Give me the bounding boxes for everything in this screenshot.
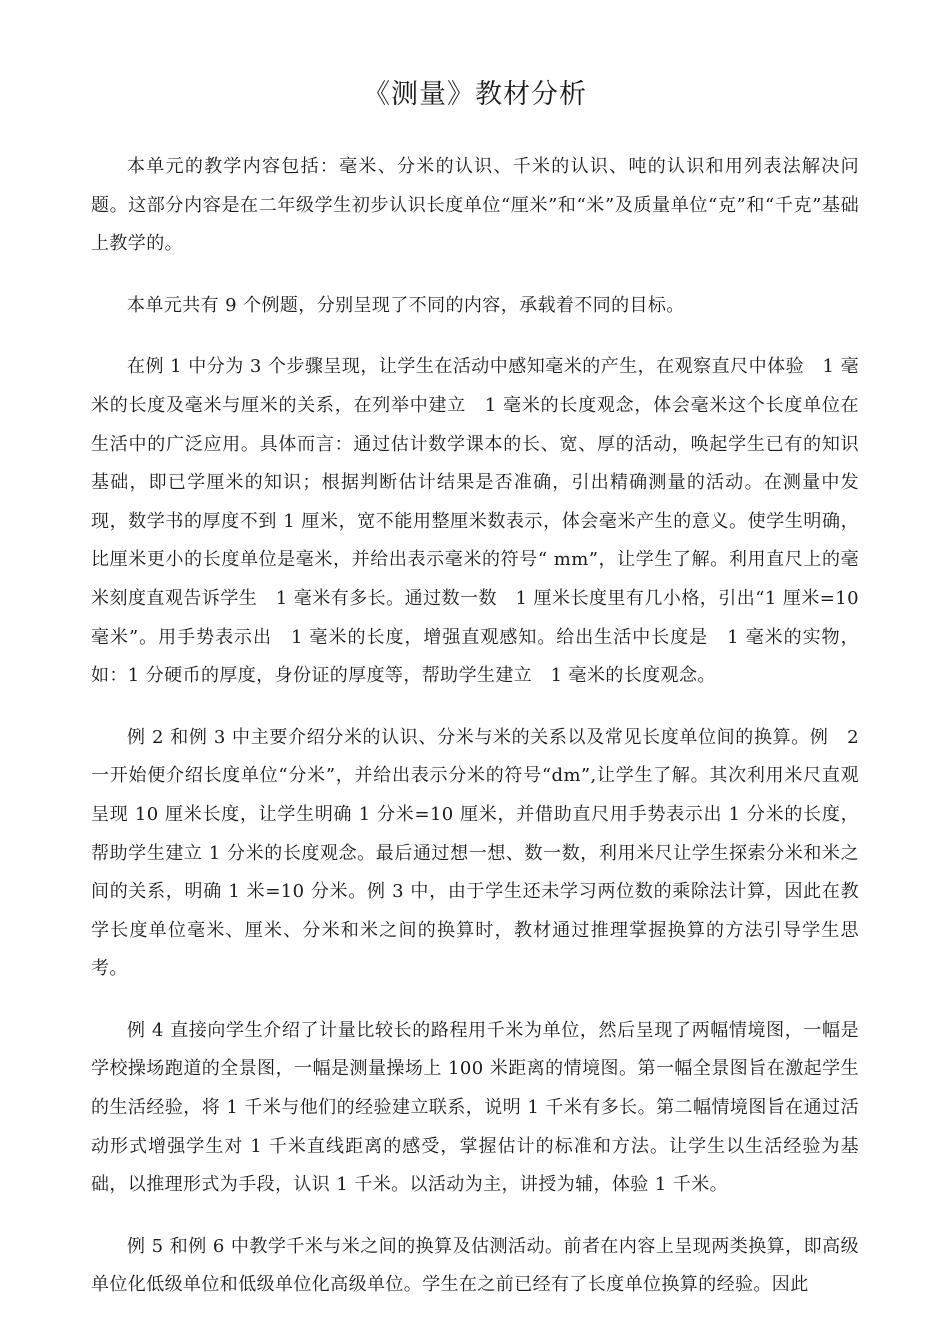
document-body [91, 148, 859, 1328]
paragraph-example-4: 例 4 直接向学生介绍了计量比较长的路程用千米为单位，然后呈现了两幅情境图，一幅是学校操场跑道的全景图，一幅是测量操场上 100 米距离的情境图。第一幅全景图旨在激起学生的生活经验，将 1 千米与他们的经验建立联系，说明 1 千米有多长。第二幅情境图旨在通过活动形式增强学生对 1 千米直线距离的感受，掌握估计的标准和方法。让学生以生活经验为基础，以推理形式为手段，认识 1 千米。以活动为主，讲授为辅，体验 1 千米。 [91, 1019, 859, 1196]
document-title: 《测量》教材分析 [363, 79, 587, 110]
paragraph-example-1: 在例 1 中分为 3 个步骤呈现，让学生在活动中感知毫米的产生，在观察直尺中体验 1 毫米的长度及毫米与厘米的关系，在列举中建立 1 毫米的长度观念，体会毫米这个长度单位在生活中的广泛应用。具体而言：通过估计数学课本的长、宽、厚的活动，唤起学生已有的知识基础，即已学厘米的知识；根据判断估计结果是否准确，引出精确测量的活动。在测量中发现，数学书的厚度不到 1 厘米，宽不能用整厘米数表示，体会毫米产生的意义。使学生明确，比厘米更小的长度单位是毫米，并给出表示毫米的符号“ mm”，让学生了解。利用直尺上的毫米刻度直观告诉学生 1 毫米有多长。通过数一数 1 厘米长度里有几小格，引出“1 厘米=10 毫米”。用手势表示出 1 毫米的长度，增强直观感知。给出生活中长度是 1 毫米的实物，如：1 分硬币的厚度，身份证的厚度等，帮助学生建立 1 毫米的长度观念。 [91, 356, 859, 687]
paragraph-intro: 本单元的教学内容包括：毫米、分米的认识、千米的认识、吨的认识和用列表法解决问题。这部分内容是在二年级学生初步认识长度单位“厘米”和“米”及质量单位“克”和“千克”基础上教学的。 [91, 156, 859, 255]
paragraph-example-5-6: 例 5 和例 6 中教学千米与米之间的换算及估测活动。前者在内容上呈现两类换算，即高级单位化低级单位和低级单位化高级单位。学生在之前已经有了长度单位换算的经验。因此 [91, 1235, 859, 1296]
paragraph-example-2-3: 例 2 和例 3 中主要介绍分米的认识、分米与米的关系以及常见长度单位间的换算。例 2 一开始便介绍长度单位“分米”，并给出表示分米的符号“dm”,让学生了解。其次利用米尺直观呈现 10 厘米长度，让学生明确 1 分米=10 厘米，并借助直尺用手势表示出 1 分米的长度，帮助学生建立 1 分米的长度观念。最后通过想一想、数一数，利用米尺让学生探索分米和米之间的关系，明确 1 米=10 分米。例 3 中，由于学生还未学习两位数的乘除法计算，因此在教学长度单位毫米、厘米、分米和米之间的换算时，教材通过推理掌握换算的方法引导学生思考。 [91, 726, 859, 980]
paragraph-examples-overview: 本单元共有 9 个例题，分别呈现了不同的内容，承载着不同的目标。 [127, 294, 685, 316]
